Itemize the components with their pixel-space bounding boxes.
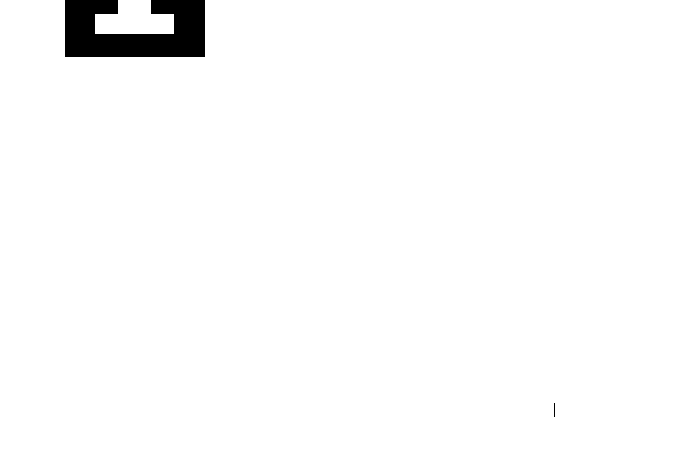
cross-horizontal-bar <box>95 14 174 34</box>
cross-vertical-bar <box>118 0 151 14</box>
swiss-flag-logo <box>65 0 205 57</box>
text-cursor <box>554 403 555 417</box>
swiss-cross-icon <box>65 0 205 57</box>
